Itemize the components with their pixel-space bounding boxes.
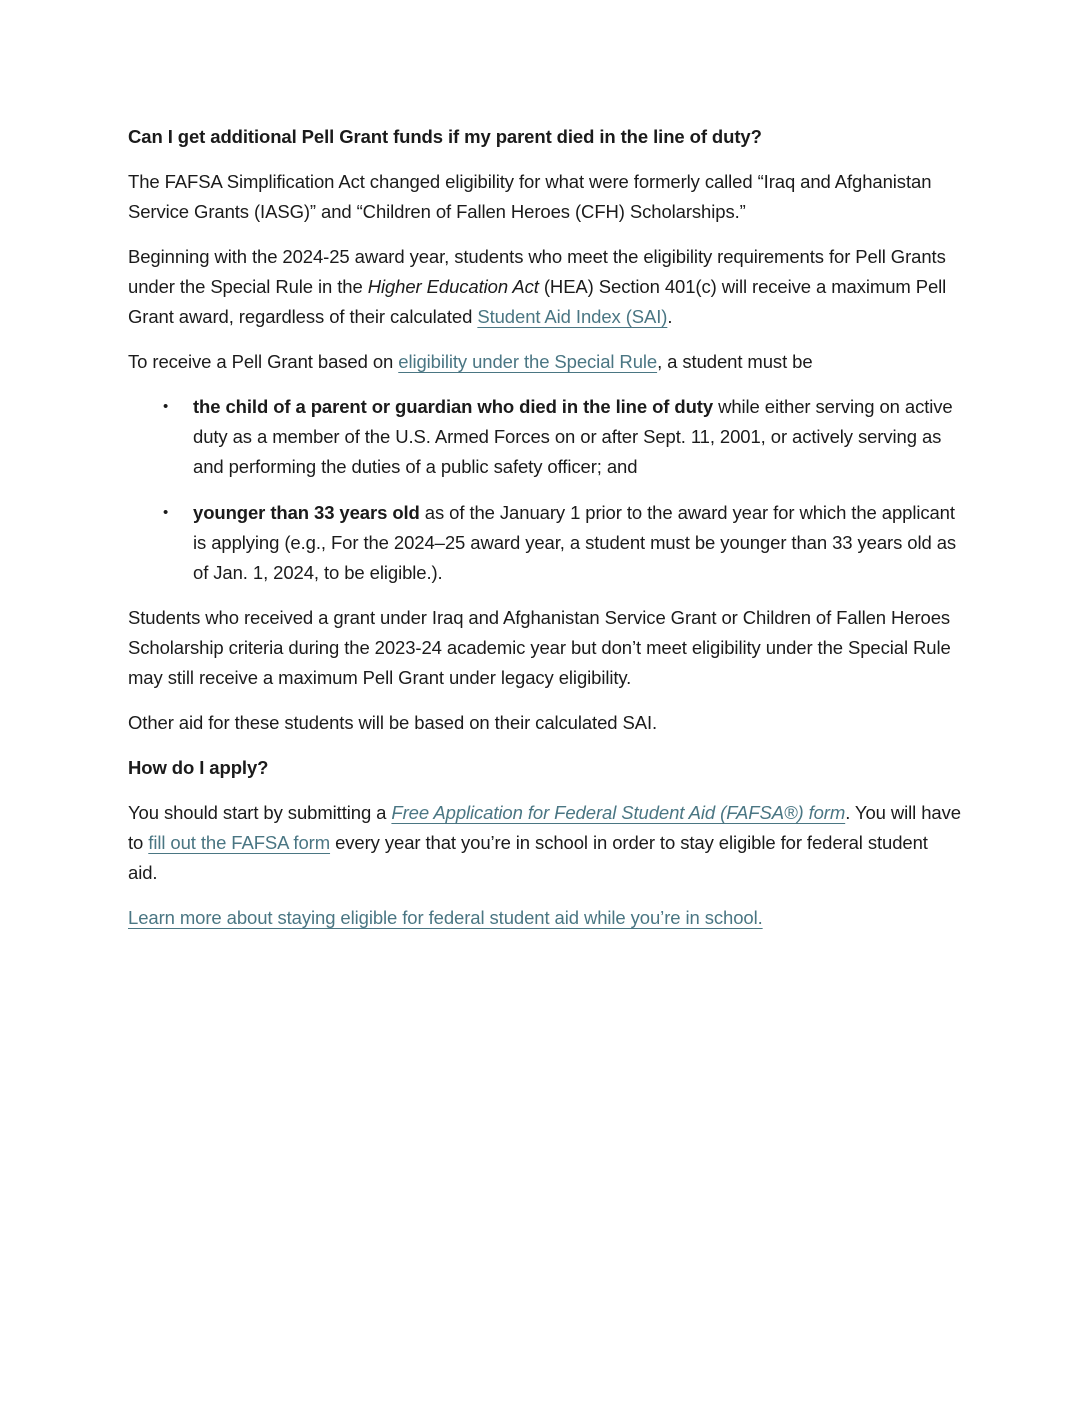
link-student-aid-index[interactable]: Student Aid Index (SAI) — [477, 306, 668, 327]
text-run: To receive a Pell Grant based on — [128, 351, 399, 372]
bullet-item-younger-than-33 — [163, 498, 961, 588]
bullet-item-child-of-parent — [163, 392, 961, 482]
section-heading-how-do-i-apply: How do I apply? — [128, 757, 269, 778]
paragraph-legacy-eligibility — [128, 603, 961, 693]
text-run: , a student must be — [657, 351, 813, 372]
text-run: (HEA) Section 401(c) will receive a maximum Pell Grant award, regardless of their calculated — [128, 276, 947, 327]
link-learn-more-staying-eligible[interactable]: Learn more about staying eligible for federal student aid while you’re in school. — [128, 907, 763, 928]
bullet-icon: • — [163, 504, 169, 521]
text-run: . — [667, 306, 673, 327]
paragraph-beginning-award-year — [128, 242, 961, 332]
paragraph-learn-more — [128, 903, 961, 933]
section-heading-additional-pell-grant: Can I get additional Pell Grant funds if my parent died in the line of duty? — [128, 126, 762, 147]
text-run: while either serving on active duty as a member of the U.S. Armed Forces on or after Sept. 11, 2001, or actively serving as and performing the duties of a public safety officer; and — [193, 396, 953, 477]
link-fill-out-fafsa-form[interactable]: fill out the FAFSA form — [148, 832, 331, 853]
paragraph-to-receive-pell-grant — [128, 347, 961, 377]
paragraph-fafsa-simplification — [128, 167, 961, 227]
text-run: Beginning with the 2024-25 award year, students who meet the eligibility requirements for Pell Grants under the Special Rule in the — [128, 246, 946, 297]
text-run: . You will have to — [128, 802, 961, 853]
link-eligibility-special-rule[interactable]: eligibility under the Special Rule — [398, 351, 658, 372]
text-run-bold: the child of a parent or guardian who died in the line of duty — [193, 396, 714, 417]
text-run: The FAFSA Simplification Act changed eligibility for what were formerly called “Iraq and Afghanistan Service Grants (IASG)” and “Children of Fallen Heroes (CFH) Scholarships.” — [128, 171, 932, 222]
text-run: Students who received a grant under Iraq and Afghanistan Service Grant or Children of Fallen Heroes Scholarship criteria during the 2023-24 academic year but don’t meet eligibility under the Special Rule may still receive a maximum Pell Grant under legacy eligibility. — [128, 607, 951, 688]
text-run-higher-education-act: Higher Education Act — [367, 276, 539, 297]
text-run: every year that you’re in school in order to stay eligible for federal student aid. — [128, 832, 928, 883]
paragraph-other-aid — [128, 708, 961, 738]
text-run: as of the January 1 prior to the award year for which the applicant is applying (e.g., For the 2024–25 award year, a student must be younger than 33 years old as of Jan. 1, 2024, to be eligible.). — [193, 502, 957, 583]
link-fafsa-form[interactable]: Free Application for Federal Student Aid (FAFSA®) form — [391, 802, 846, 823]
text-run-bold: younger than 33 years old — [193, 502, 420, 523]
eligibility-bullet-list — [128, 392, 961, 588]
text-run: You should start by submitting a — [128, 802, 392, 823]
bullet-icon: • — [163, 398, 169, 415]
text-run: Other aid for these students will be based on their calculated SAI. — [128, 712, 658, 733]
document-body — [128, 122, 961, 933]
paragraph-how-to-apply — [128, 798, 961, 888]
